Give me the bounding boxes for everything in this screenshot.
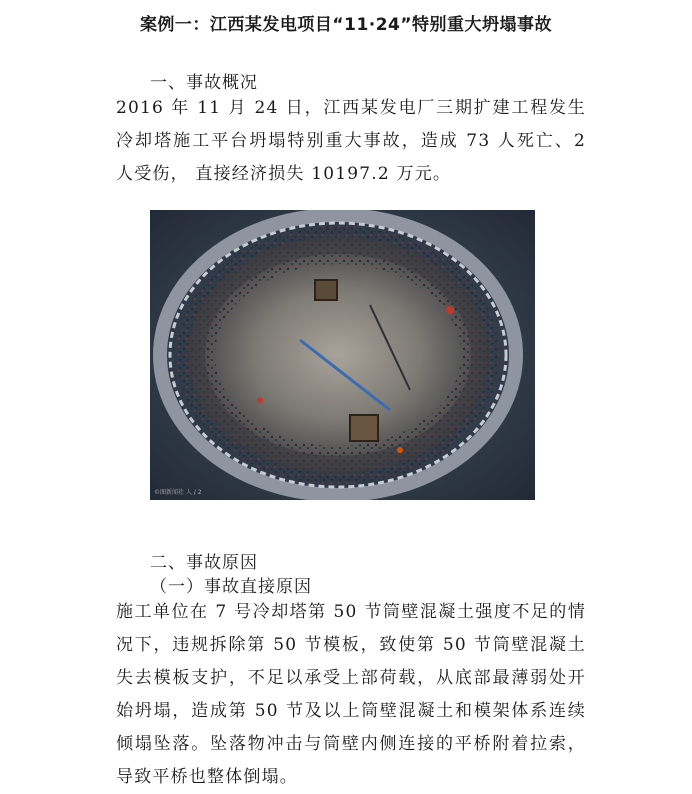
section1-paragraph: 2016 年 11 月 24 日，江西某发电厂三期扩建工程发生冷却塔施工平台坍塌特别重大事故，造成 73 人死亡、2 人受伤， 直接经济损失 10197.2 万元。 [116, 98, 586, 184]
aerial-collapse-photo [150, 210, 535, 500]
section2-heading: 二、事故原因 [150, 553, 258, 573]
section1-heading: 一、事故概况 [150, 73, 258, 93]
document-title: 案例一：江西某发电项目“11·24”特别重大坍塌事故 [139, 15, 553, 35]
section2-paragraph: 施工单位在 7 号冷却塔第 50 节筒壁混凝土强度不足的情况下，违规拆除第 50 节模板，致使第 50 节筒壁混凝土失去模板支护，不足以承受上部荷载，从底部最薄弱处开始坍塌，造成第 50 节及以上筒壁混凝土和模架体系连续倾塌坠落。坠落物冲击与筒壁内侧连接的平桥附着拉索，导致平桥也整体倒塌。 [116, 602, 586, 787]
photo-watermark: ©图新闻社 人 / 2 [154, 489, 202, 496]
section2-subheading: （一）事故直接原因 [150, 577, 312, 597]
